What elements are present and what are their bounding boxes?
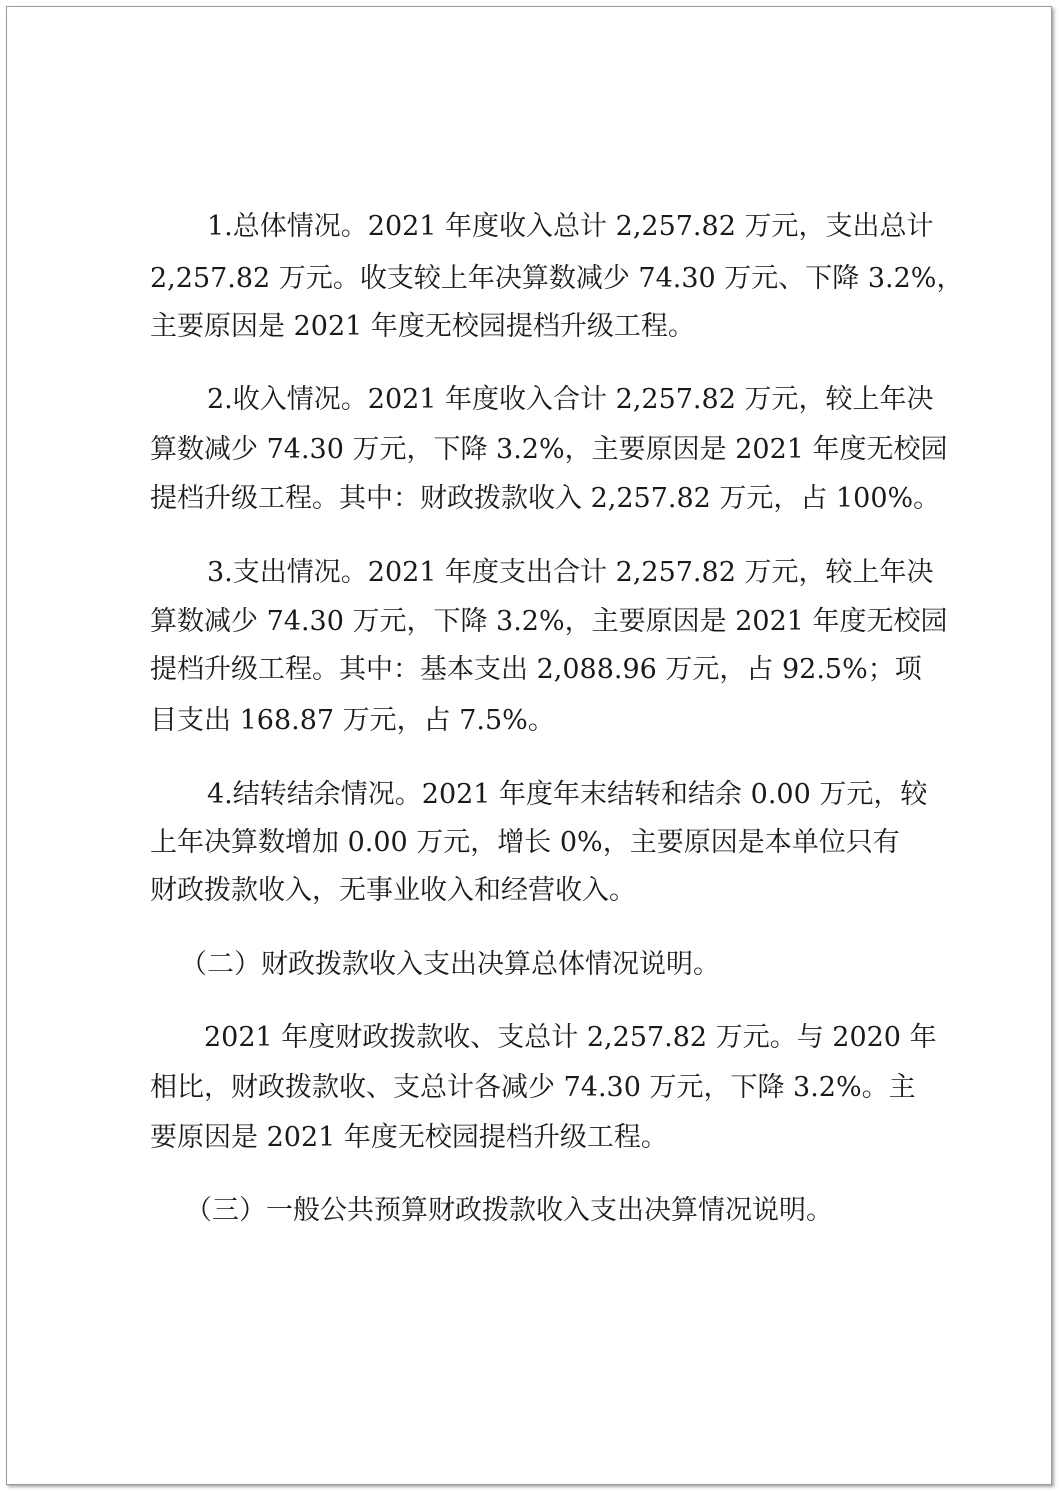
paragraph-4-line-2: 上年决算数增加 0.00 万元，增长 0%，主要原因是本单位只有	[150, 827, 900, 858]
paragraph-3-line-4: 目支出 168.87 万元，占 7.5%。	[150, 705, 555, 736]
section-heading-3: （三）一般公共预算财政拨款收入支出决算情况说明。	[185, 1195, 833, 1226]
paragraph-2-line-3: 提档升级工程。其中：财政拨款收入 2,257.82 万元，占 100%。	[150, 483, 941, 514]
paragraph-1-line-3: 主要原因是 2021 年度无校园提档升级工程。	[150, 311, 695, 342]
paragraph-3-line-2: 算数减少 74.30 万元，下降 3.2%，主要原因是 2021 年度无校园	[150, 606, 948, 637]
paragraph-1-line-2: 2,257.82 万元。收支较上年决算数减少 74.30 万元、下降 3.2%，	[150, 263, 964, 294]
paragraph-2-line-1: 2.收入情况。2021 年度收入合计 2,257.82 万元，较上年决	[207, 384, 934, 415]
paragraph-3-line-3: 提档升级工程。其中：基本支出 2,088.96 万元，占 92.5%；项	[150, 654, 922, 685]
document-page	[6, 6, 1052, 1485]
paragraph-3-line-1: 3.支出情况。2021 年度支出合计 2,257.82 万元，较上年决	[207, 557, 934, 588]
paragraph-5-line-3: 要原因是 2021 年度无校园提档升级工程。	[150, 1122, 668, 1153]
paragraph-4-line-1: 4.结转结余情况。2021 年度年末结转和结余 0.00 万元，较	[207, 779, 928, 810]
paragraph-4-line-3: 财政拨款收入，无事业收入和经营收入。	[150, 875, 636, 906]
paragraph-1-line-1: 1.总体情况。2021 年度收入总计 2,257.82 万元，支出总计	[207, 211, 934, 242]
paragraph-2-line-2: 算数减少 74.30 万元，下降 3.2%，主要原因是 2021 年度无校园	[150, 434, 948, 465]
paragraph-5-line-2: 相比，财政拨款收、支总计各减少 74.30 万元，下降 3.2%。主	[150, 1072, 916, 1103]
paragraph-5-line-1: 2021 年度财政拨款收、支总计 2,257.82 万元。与 2020 年	[204, 1022, 937, 1053]
section-heading-2: （二）财政拨款收入支出决算总体情况说明。	[180, 949, 720, 980]
